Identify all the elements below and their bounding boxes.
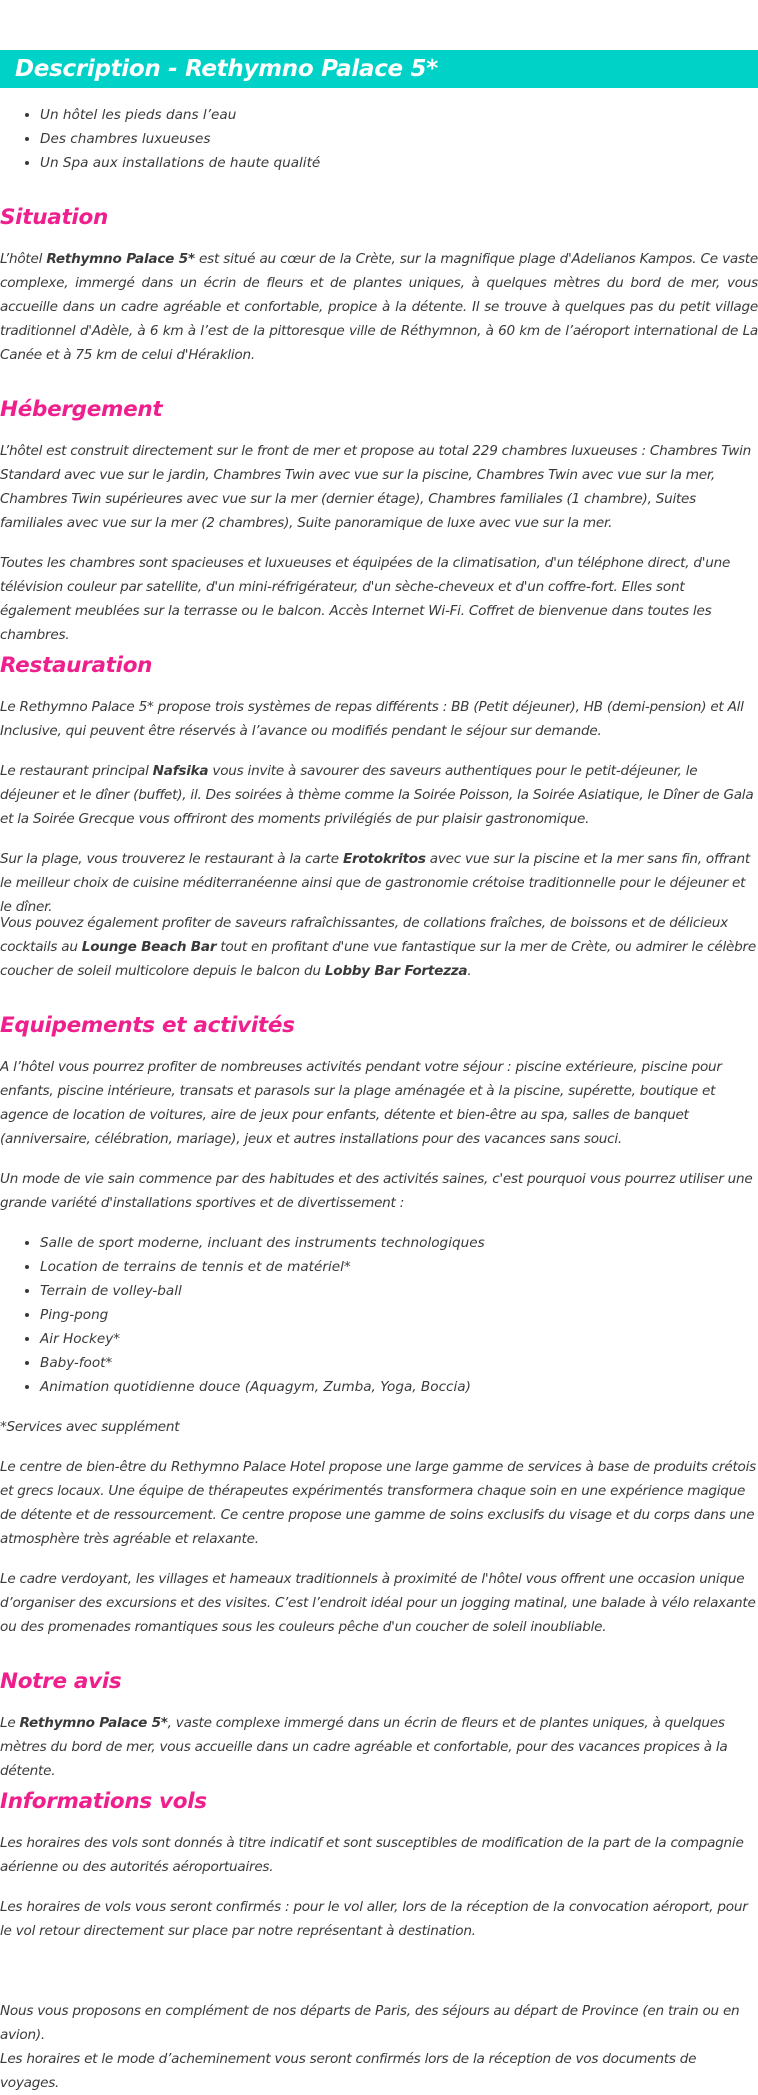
list-item: • Un hôtel les pieds dans l’eau bbox=[40, 103, 320, 127]
section-heading-vols: Informations vols bbox=[0, 1789, 207, 1814]
text-run: L’hôtel bbox=[0, 251, 47, 267]
section-heading-situation: Situation bbox=[0, 205, 108, 230]
list-item: • Des chambres luxueuses bbox=[40, 127, 320, 151]
activities-list bbox=[0, 1231, 485, 1399]
list-item: • Ping-pong bbox=[40, 1303, 485, 1327]
vols-paragraph-3 bbox=[0, 1999, 758, 2095]
avis-paragraph bbox=[0, 1711, 758, 1783]
title-banner bbox=[0, 50, 758, 88]
text-run: tout en profitant d'une vue fantastique sur la mer de Crète, ou admirer le célèbre coucher de soleil multicolore depuis le balcon du bbox=[0, 939, 756, 979]
page-title: Description - Rethymno Palace 5* bbox=[15, 56, 438, 82]
list-item: • Location de terrains de tennis et de matériel* bbox=[40, 1255, 485, 1279]
vols-paragraph-2: Les horaires de vols vous seront confirmés : pour le vol aller, lors de la réception de la convocation aéroport, pour le vol retour directement sur place par notre représentant à destination. bbox=[0, 1899, 748, 1939]
text-run: Le restaurant principal bbox=[0, 763, 153, 779]
list-item: • Salle de sport moderne, incluant des instruments technologiques bbox=[40, 1231, 485, 1255]
equipements-paragraph-4: Le cadre verdoyant, les villages et hameaux traditionnels à proximité de l'hôtel vous offrent une occasion unique d’organiser des excursions et des visites. C’est l’endroit idéal pour un jogging matinal, une balade à vélo relaxante ou des promenades romantiques sous les couleurs pêche d'un coucher de soleil inoubliable. bbox=[0, 1571, 756, 1635]
section-heading-equipements: Equipements et activités bbox=[0, 1013, 295, 1038]
text-run: est situé au cœur de la Crète, sur la magnifique plage d'Adelianos Kampos. Ce vaste complexe, immergé dans un écrin de fleurs et de plantes uniques, à quelques mètres du bord de mer, vous accueille dans un cadre agréable et confortable, propice à la détente. Il se trouve à quelques pas du petit village traditionnel d'Adèle, à 6 km à l’est de la pittoresque ville de Réthymnon, à 60 km de l’aéroport international de La Canée et à 75 km de celui d'Héraklion. bbox=[0, 251, 758, 363]
hotel-name: Rethymno Palace 5* bbox=[19, 1715, 168, 1731]
situation-paragraph bbox=[0, 247, 758, 367]
text-run: vous invite à savourer des saveurs authentiques pour le petit-déjeuner, le déjeuner et le dîner (buffet), il. Des soirées à thème comme la Soirée Poisson, la Soirée Asiatique, le Dîner de Gala et la Soirée Grecque vous offriront des moments privilégiés de pur plaisir gastronomique. bbox=[0, 763, 754, 827]
list-item: • Baby-foot* bbox=[40, 1351, 485, 1375]
text-run: Le bbox=[0, 1715, 20, 1731]
equipements-paragraph-3: Le centre de bien-être du Rethymno Palace Hotel propose une large gamme de services à base de produits crétois et grecs locaux. Une équipe de thérapeutes expérimentés transformera chaque soin en une expérience magique de détente et de ressourcement. Ce centre propose une gamme de soins exclusifs du visage et du corps dans une atmosphère très agréable et relaxante. bbox=[0, 1459, 756, 1547]
hotel-name: Rethymno Palace 5* bbox=[46, 251, 195, 267]
text-run: Sur la plage, vous trouverez le restaurant à la carte bbox=[0, 851, 343, 867]
restaurant-name: Erotokritos bbox=[342, 851, 426, 867]
section-heading-restauration: Restauration bbox=[0, 653, 153, 678]
restauration-paragraph-4 bbox=[0, 911, 758, 983]
restauration-paragraph-2 bbox=[0, 759, 758, 831]
hebergement-paragraph-1: L’hôtel est construit directement sur le front de mer et propose au total 229 chambres luxueuses : Chambres Twin Standard avec vue sur le jardin, Chambres Twin avec vue sur la piscine, Chambres Twin avec vue sur la mer, Chambres Twin supérieures avec vue sur la mer (dernier étage), Chambres familiales (1 chambre), Suites familiales avec vue sur la mer (2 chambres), Suite panoramique de luxe avec vue sur la mer. bbox=[0, 443, 751, 531]
vols-paragraph-1: Les horaires des vols sont donnés à titre indicatif et sont susceptibles de modification de la part de la compagnie aérienne ou des autorités aéroportuaires. bbox=[0, 1835, 744, 1875]
restaurant-name: Nafsika bbox=[152, 763, 209, 779]
equipements-paragraph-2: Un mode de vie sain commence par des habitudes et des activités saines, c'est pourquoi vous pourrez utiliser une grande variété d'installations sportives et de divertissement : bbox=[0, 1171, 753, 1211]
equipements-paragraph-1: A l’hôtel vous pourrez profiter de nombreuses activités pendant votre séjour : piscine extérieure, piscine pour enfants, piscine intérieure, transats et parasols sur la plage aménagée et à la piscine, supérette, boutique et agence de location de voitures, aire de jeux pour enfants, détente et bien-être au spa, salles de banquet (anniversaire, célébration, mariage), jeux et autres installations pour des vacances sans souci. bbox=[0, 1059, 722, 1147]
text-line: Nous vous proposons en complément de nos départs de Paris, des séjours au départ de Province (en train ou en avion). bbox=[0, 2003, 740, 2043]
list-item: • Animation quotidienne douce (Aquagym, Zumba, Yoga, Boccia) bbox=[40, 1375, 485, 1399]
bar-name: Lounge Beach Bar bbox=[81, 939, 217, 955]
supplement-note: *Services avec supplément bbox=[0, 1419, 180, 1435]
list-item: • Terrain de volley-ball bbox=[40, 1279, 485, 1303]
text-run: . bbox=[467, 963, 472, 979]
restauration-paragraph-3 bbox=[0, 847, 758, 919]
section-heading-hebergement: Hébergement bbox=[0, 397, 163, 422]
text-line: Les horaires et le mode d’acheminement vous seront confirmés lors de la réception de vos documents de voyages. bbox=[0, 2051, 697, 2091]
list-item: • Un Spa aux installations de haute qualité bbox=[40, 151, 320, 175]
highlights-list bbox=[0, 103, 320, 175]
text-run: avec vue sur la piscine et la mer sans fin, offrant le meilleur choix de cuisine méditerranéenne ainsi que de gastronomie crétoise traditionnelle pour le déjeuner et le dîner. bbox=[0, 851, 750, 915]
text-run: , vaste complexe immergé dans un écrin de fleurs et de plantes uniques, à quelques mètres du bord de mer, vous accueille dans un cadre agréable et confortable, pour des vacances propices à la détente. bbox=[0, 1715, 728, 1779]
list-item: • Air Hockey* bbox=[40, 1327, 485, 1351]
restauration-paragraph-1: Le Rethymno Palace 5* propose trois systèmes de repas différents : BB (Petit déjeuner), HB (demi-pension) et All Inclusive, qui peuvent être réservés à l’avance ou modifiés pendant le séjour sur demande. bbox=[0, 699, 744, 739]
section-heading-avis: Notre avis bbox=[0, 1669, 122, 1694]
hebergement-paragraph-2: Toutes les chambres sont spacieuses et luxueuses et équipées de la climatisation, d'un téléphone direct, d'une télévision couleur par satellite, d'un mini-réfrigérateur, d'un sèche-cheveux et d'un coffre-fort. Elles sont également meublées sur la terrasse ou le balcon. Accès Internet Wi-Fi. Coffret de bienvenue dans toutes les chambres. bbox=[0, 555, 731, 643]
bar-name: Lobby Bar Fortezza bbox=[324, 963, 468, 979]
text-run: Vous pouvez également profiter de saveurs rafraîchissantes, de collations fraîches, de boissons et de délicieux cocktails au bbox=[0, 915, 728, 955]
